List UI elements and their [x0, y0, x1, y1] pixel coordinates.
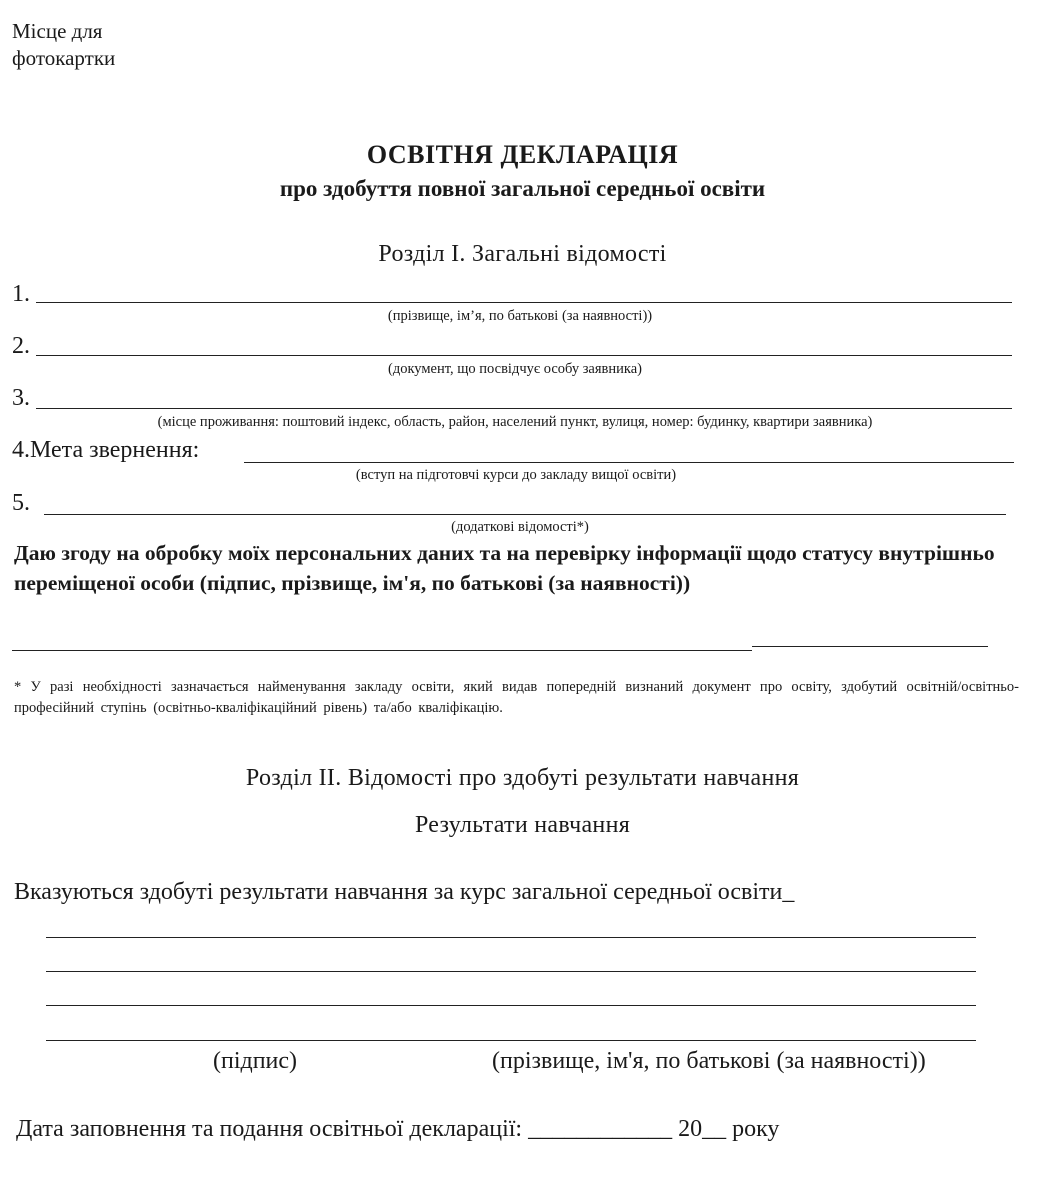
photo-placeholder-line-1: Місце для [12, 19, 103, 43]
field-5-input-line[interactable] [44, 514, 1006, 515]
field-2-caption: (документ, що посвідчує особу заявника) [388, 361, 642, 377]
field-2-label: 2. [12, 333, 30, 359]
signature-label: (підпис) [213, 1048, 298, 1074]
full-name-label: (прізвище, ім'я, по батькові (за наявності)) [492, 1048, 926, 1074]
field-4-label: 4.Мета звернення: [12, 437, 200, 463]
field-1-caption: (прізвище, ім’я, по батькові (за наявності)) [387, 308, 653, 324]
results-line-3[interactable] [46, 1005, 976, 1006]
field-5-label: 5. [12, 490, 30, 516]
field-3-label: 3. [12, 385, 30, 411]
section-2-heading: Розділ ІІ. Відомості про здобуті результати навчання [245, 765, 800, 791]
section-1-heading: Розділ І. Загальні відомості [378, 241, 667, 267]
field-4-input-line[interactable] [244, 462, 1014, 463]
section-2-subheading: Результати навчання [414, 812, 631, 838]
field-3-input-line[interactable] [36, 408, 1012, 409]
results-line-2[interactable] [46, 971, 976, 972]
photo-placeholder [12, 18, 115, 72]
field-3-caption: (місце проживання: поштовий індекс, область, район, населений пункт, вулиця, номер: будинку, квартири заявника) [157, 414, 873, 430]
field-1-label: 1. [12, 281, 30, 307]
photo-placeholder-line-2: фотокартки [12, 46, 116, 70]
results-prompt: Вказуються здобуті результати навчання за курс загальної середньої освіти_ [14, 879, 795, 905]
results-line-4[interactable] [46, 1040, 976, 1041]
field-4-caption: (вступ на підготовчі курси до закладу вищої освіти) [355, 467, 677, 483]
consent-signature-line[interactable] [12, 650, 752, 651]
document-subtitle: про здобуття повної загальної середньої освіти [279, 176, 766, 201]
consent-name-line[interactable] [752, 646, 988, 647]
results-line-1[interactable] [46, 937, 976, 938]
field-5-caption: (додаткові відомості*) [451, 519, 589, 535]
footnote: * У разі необхідності зазначається найменування закладу освіти, який видав попередній визнаний документ про освіту, здобутий освітній/освітньо-професійний ступінь (освітньо-кваліфікаційний рівень) та/або кваліфікацію. [14, 679, 1019, 716]
field-1-input-line[interactable] [36, 302, 1012, 303]
date-line: Дата заповнення та подання освітньої декларації: ____________ 20__ року [16, 1116, 780, 1142]
document-title: ОСВІТНЯ ДЕКЛАРАЦІЯ [366, 140, 679, 169]
field-2-input-line[interactable] [36, 355, 1012, 356]
consent-statement: Даю згоду на обробку моїх персональних даних та на перевірку інформації щодо статусу внутрішньо переміщеної особи (підпис, прізвище, ім'я, по батькові (за наявності)) [14, 541, 995, 595]
